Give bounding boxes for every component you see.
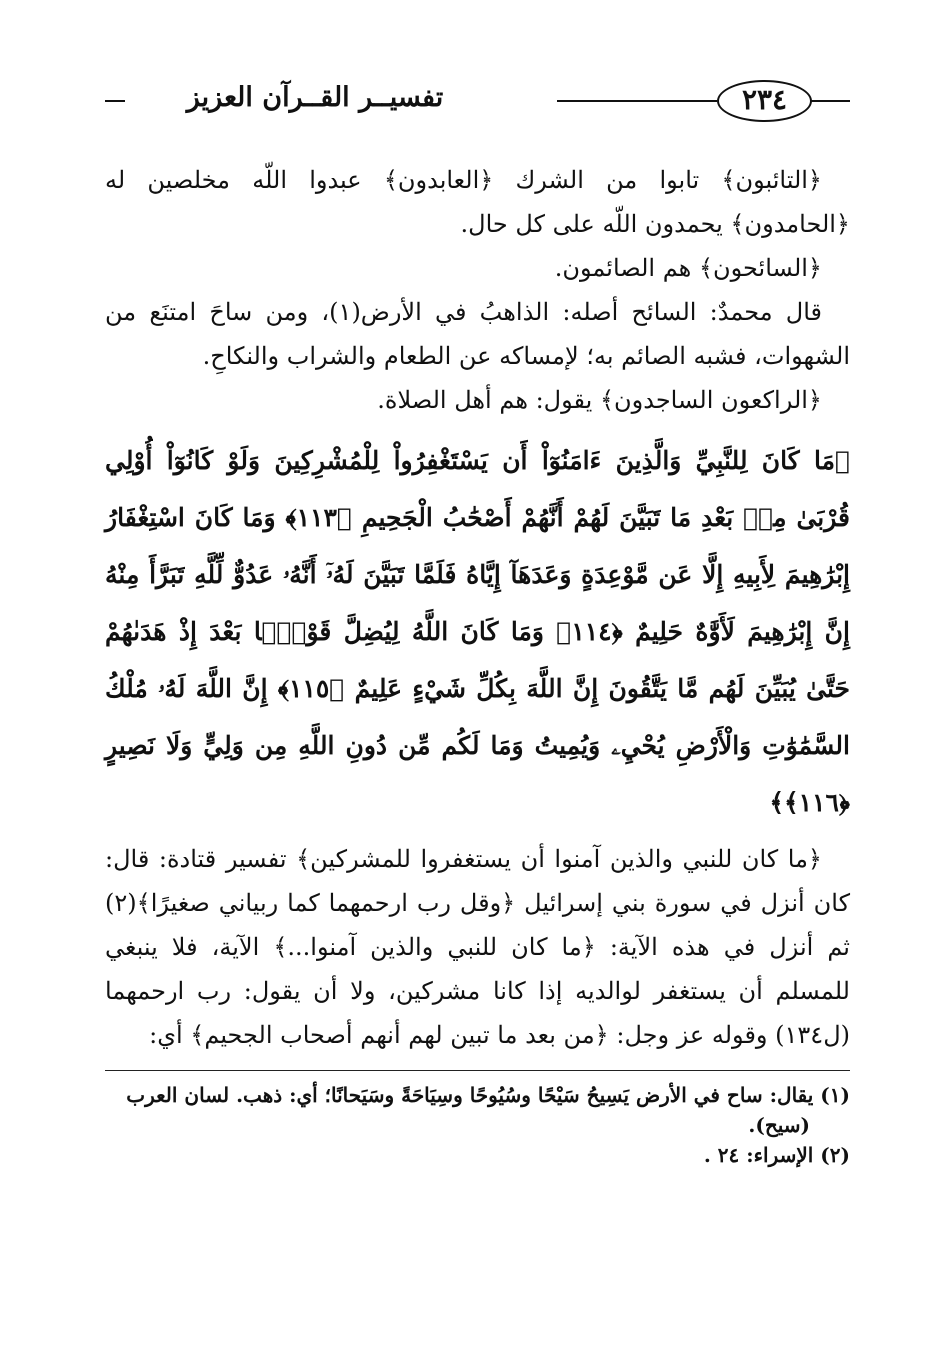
header-rule-middle xyxy=(557,100,717,102)
paragraph-commentary: ﴿ما كان للنبي والذين آمنوا أن يستغفروا للمشركين﴾ تفسير قتادة: قال: كان أنزل في سورة بني إسرائيل ﴿وقل رب ارحمهما كما ربياني صغيرًا﴾(٢) ثم أنزل في هذه الآية: ﴿ما كان للنبي والذين آمنوا...﴾ الآية، فلا ينبغي للمسلم أن يستغفر لوالديه إذا كانا مشركين، ولا أن يقول: رب ارحمهما (ل١٣٤) وقوله عز وجل: ﴿من بعد ما تبين لهم أنهم أصحاب الجحيم﴾ أي: xyxy=(105,845,850,1049)
footnotes xyxy=(105,1080,850,1170)
footnote-1: (١) يقال: ساح في الأرض يَسِيحُ سَيْحًا وسُيُوحًا وسِيَاحَةً وسَيَحانًا؛ أي: ذهب. لسان العرب (سيح). xyxy=(126,1083,850,1137)
footnote-2: (٢) الإسراء: ٢٤ . xyxy=(703,1143,850,1167)
footnote-separator xyxy=(105,1070,850,1071)
paragraph-muhammad-comment: قال محمدٌ: السائح أصله: الذاهبُ في الأرض(١)، ومن ساحَ امتنَع من الشهوات، فشبه الصائم به؛ لإمساكه عن الطعام والشراب والنكاحِ. xyxy=(105,298,850,370)
running-header xyxy=(105,70,850,130)
paragraph-saihun: ﴿السائحون﴾ هم الصائمون. xyxy=(554,254,822,282)
page xyxy=(105,70,850,1167)
header-rule-right xyxy=(810,100,850,102)
quran-passage: ﴿مَا كَانَ لِلنَّبِيِّ وَالَّذِينَ ءَامَنُوٓاْ أَن يَسْتَغْفِرُواْ لِلْمُشْرِكِينَ وَلَوْ كَانُوٓاْ أُوْلِي قُرْبَىٰ مِنۢ بَعْدِ مَا تَبَيَّنَ لَهُمْ أَنَّهُمْ أَصْحَٰبُ الْجَحِيمِ ﴿١١٣﴾ وَمَا كَانَ اسْتِغْفَارُ إِبْرَٰهِيمَ لِأَبِيهِ إِلَّا عَن مَّوْعِدَةٍ وَعَدَهَآ إِيَّاهُ فَلَمَّا تَبَيَّنَ لَهُۥٓ أَنَّهُۥ عَدُوٌّ لِّلَّهِ تَبَرَّأَ مِنْهُ إِنَّ إِبْرَٰهِيمَ لَأَوَّٰهٌ حَلِيمٌ ﴿١١٤﴾ وَمَا كَانَ اللَّهُ لِيُضِلَّ قَوْمًۢا بَعْدَ إِذْ هَدَىٰهُمْ حَتَّىٰ يُبَيِّنَ لَهُم مَّا يَتَّقُونَ إِنَّ اللَّهَ بِكُلِّ شَيْءٍ عَلِيمٌ ﴿١١٥﴾ إِنَّ اللَّهَ لَهُۥ مُلْكُ السَّمَٰوَٰتِ وَالْأَرْضِ يُحْيِۦ وَيُمِيتُ وَمَا لَكُم مِّن دُونِ اللَّهِ مِن وَلِيٍّ وَلَا نَصِيرٍ ﴿١١٦﴾﴾ xyxy=(105,446,850,817)
page-number: ٢٣٤ xyxy=(717,80,812,122)
paragraph-tawbah-virtues: ﴿التائبون﴾ تابوا من الشرك ﴿العابدون﴾ عبدوا اللّه مخلصين له ﴿الحامدون﴾ يحمدون اللّه على كل حال. xyxy=(105,166,850,238)
paragraph-rakiun: ﴿الراكعون الساجدون﴾ يقول: هم أهل الصلاة. xyxy=(377,386,822,414)
book-title: تفسيــر القــرآن العزيز xyxy=(125,82,505,113)
